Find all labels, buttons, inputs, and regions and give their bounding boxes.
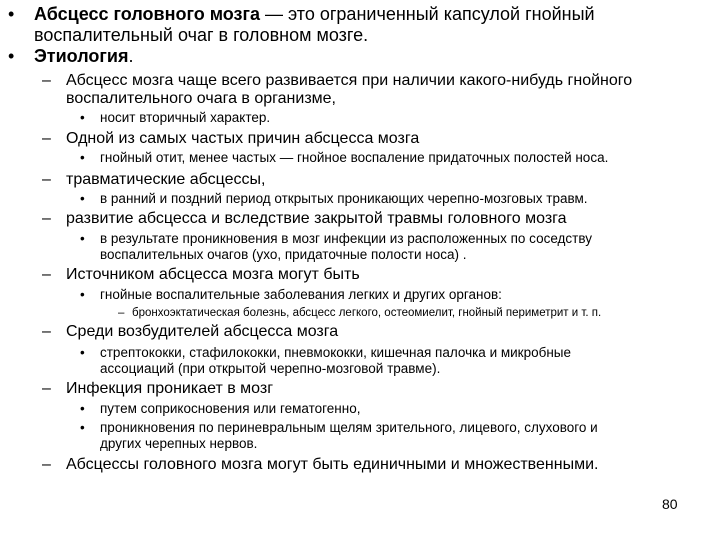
dash-marker: – (42, 456, 51, 473)
list-item: Источником абсцесса мозга могут быть (66, 266, 360, 283)
dash-marker: – (42, 130, 51, 147)
sub-item (100, 420, 598, 452)
bullet-marker: • (8, 4, 15, 24)
sub-bullet-marker: • (80, 345, 85, 360)
sub-item-line2: других черепных нервов. (100, 436, 258, 451)
sub-item-line2: воспалительных очагов (ухо, придаточные полости носа) . (100, 247, 467, 262)
list-item: травматические абсцессы, (66, 171, 266, 188)
definition-text (34, 4, 595, 46)
list-item: развитие абсцесса и вследствие закрытой травмы головного мозга (66, 210, 567, 227)
sub-bullet-marker: • (80, 191, 85, 206)
definition-term: Абсцесс головного мозга (34, 4, 260, 24)
sub-item (100, 231, 592, 263)
sub-item (100, 345, 571, 377)
list-item: Одной из самых частых причин абсцесса мозга (66, 130, 420, 147)
dash-marker: – (42, 323, 51, 340)
sub-item-line1: в результате проникновения в мозг инфекции из расположенных по соседству (100, 231, 592, 246)
list-item (66, 72, 632, 108)
list-item: Инфекция проникает в мозг (66, 380, 274, 397)
sub-item-line1: проникновения по периневральным щелям зрительного, лицевого, слухового и (100, 420, 598, 435)
sub-bullet-marker: • (80, 150, 85, 165)
sub-item: гнойный отит, менее частых — гнойное воспаление придаточных полостей носа. (100, 150, 609, 165)
bullet-marker: • (8, 46, 15, 66)
dash-marker: – (42, 380, 51, 397)
sub-bullet-marker: • (80, 401, 85, 416)
definition-line2: воспалительный очаг в головном мозге. (34, 25, 369, 45)
sub-item: в ранний и поздний период открытых проникающих черепно-мозговых травм. (100, 191, 588, 206)
etiology-period: . (128, 46, 134, 66)
subsub-dash-marker: – (118, 307, 125, 319)
sub-item: гнойные воспалительные заболевания легких и других органов: (100, 287, 502, 302)
list-item-line1: Абсцесс мозга чаще всего развивается при наличии какого-нибудь гнойного (66, 72, 633, 89)
sub-bullet-marker: • (80, 110, 85, 125)
list-item: Среди возбудителей абсцесса мозга (66, 323, 339, 340)
dash-marker: – (42, 266, 51, 283)
dash-marker: – (42, 171, 51, 188)
list-item-line2: воспалительного очага в организме, (66, 90, 336, 107)
definition-rest: — это ограниченный капсулой гнойный (260, 4, 595, 24)
sub-item: носит вторичный характер. (100, 110, 271, 125)
dash-marker: – (42, 210, 51, 227)
sub-item: путем соприкосновения или гематогенно, (100, 401, 361, 416)
sub-item-line2: ассоциаций (при открытой черепно-мозговой травме). (100, 361, 441, 376)
etiology-term: Этиология (34, 46, 129, 66)
sub-bullet-marker: • (80, 287, 85, 302)
etiology-heading (34, 46, 134, 67)
list-item: Абсцессы головного мозга могут быть единичными и множественными. (66, 456, 599, 473)
sub-bullet-marker: • (80, 420, 85, 435)
subsub-item: бронхоэктатическая болезнь, абсцесс легкого, остеомиелит, гнойный периметрит и т. п. (132, 307, 602, 319)
sub-item-line1: стрептококки, стафилококки, пневмококки, кишечная палочка и микробные (100, 345, 572, 360)
dash-marker: – (42, 72, 51, 89)
sub-bullet-marker: • (80, 231, 85, 246)
page-number: 80 (662, 496, 678, 512)
